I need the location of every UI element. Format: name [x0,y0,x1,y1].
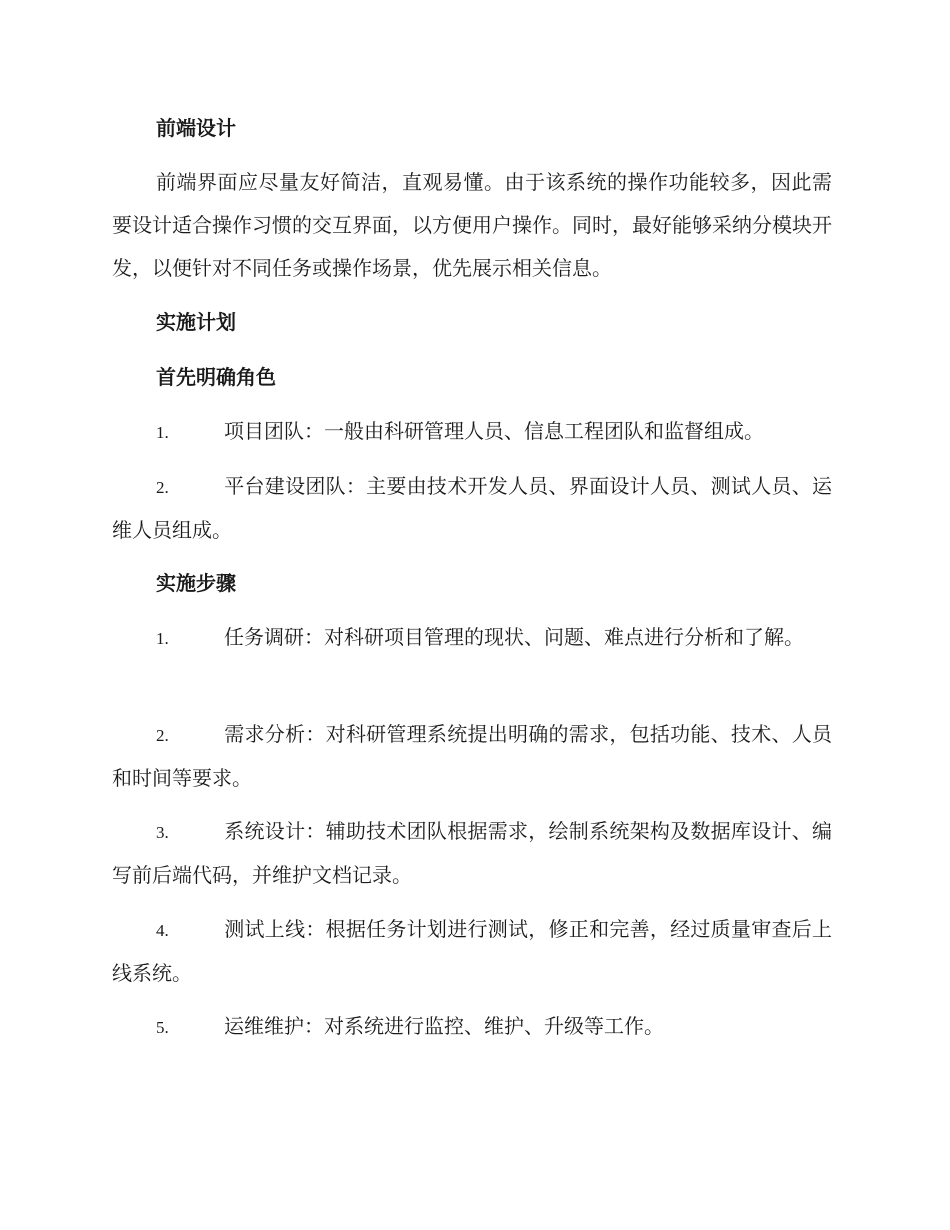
list-item-text: 运维维护：对系统进行监控、维护、升级等工作。 [224,1014,664,1038]
list-item [112,465,832,552]
list-number: 3. [156,823,169,842]
list-item-text: 需求分析：对科研管理系统提出明确的需求，包括功能、技术、人员和时间等要求。 [112,722,832,790]
frontend-design-heading: 前端设计 [156,116,236,140]
list-item [112,908,832,995]
list-item-text: 任务调研：对科研项目管理的现状、问题、难点进行分析和了解。 [224,625,804,649]
define-roles-heading: 首先明确角色 [156,365,276,389]
list-item [112,713,832,800]
list-item [112,810,832,897]
list-item-text: 系统设计：辅助技术团队根据需求，绘制系统架构及数据库设计、编写前后端代码，并维护文档记录。 [112,819,832,887]
list-number: 1. [156,629,169,648]
list-item-text: 项目团队：一般由科研管理人员、信息工程团队和监督组成。 [224,419,764,443]
list-item [112,410,832,454]
list-item-text: 平台建设团队：主要由技术开发人员、界面设计人员、测试人员、运维人员组成。 [112,474,832,542]
list-item [112,616,832,660]
list-number: 2. [156,726,169,745]
list-item-text: 测试上线：根据任务计划进行测试，修正和完善，经过质量审查后上线系统。 [112,917,832,985]
frontend-design-paragraph: 前端界面应尽量友好简洁，直观易懂。由于该系统的操作功能较多，因此需要设计适合操作习惯的交互界面，以方便用户操作。同时，最好能够采纳分模块开发，以便针对不同任务或操作场景，优先展示相关信息。 [112,170,832,280]
list-number: 4. [156,921,169,940]
list-item [112,1005,832,1049]
list-number: 5. [156,1018,169,1037]
implementation-plan-heading: 实施计划 [156,310,236,334]
list-number: 1. [156,423,169,442]
implementation-steps-heading: 实施步骤 [156,571,236,595]
list-number: 2. [156,478,169,497]
